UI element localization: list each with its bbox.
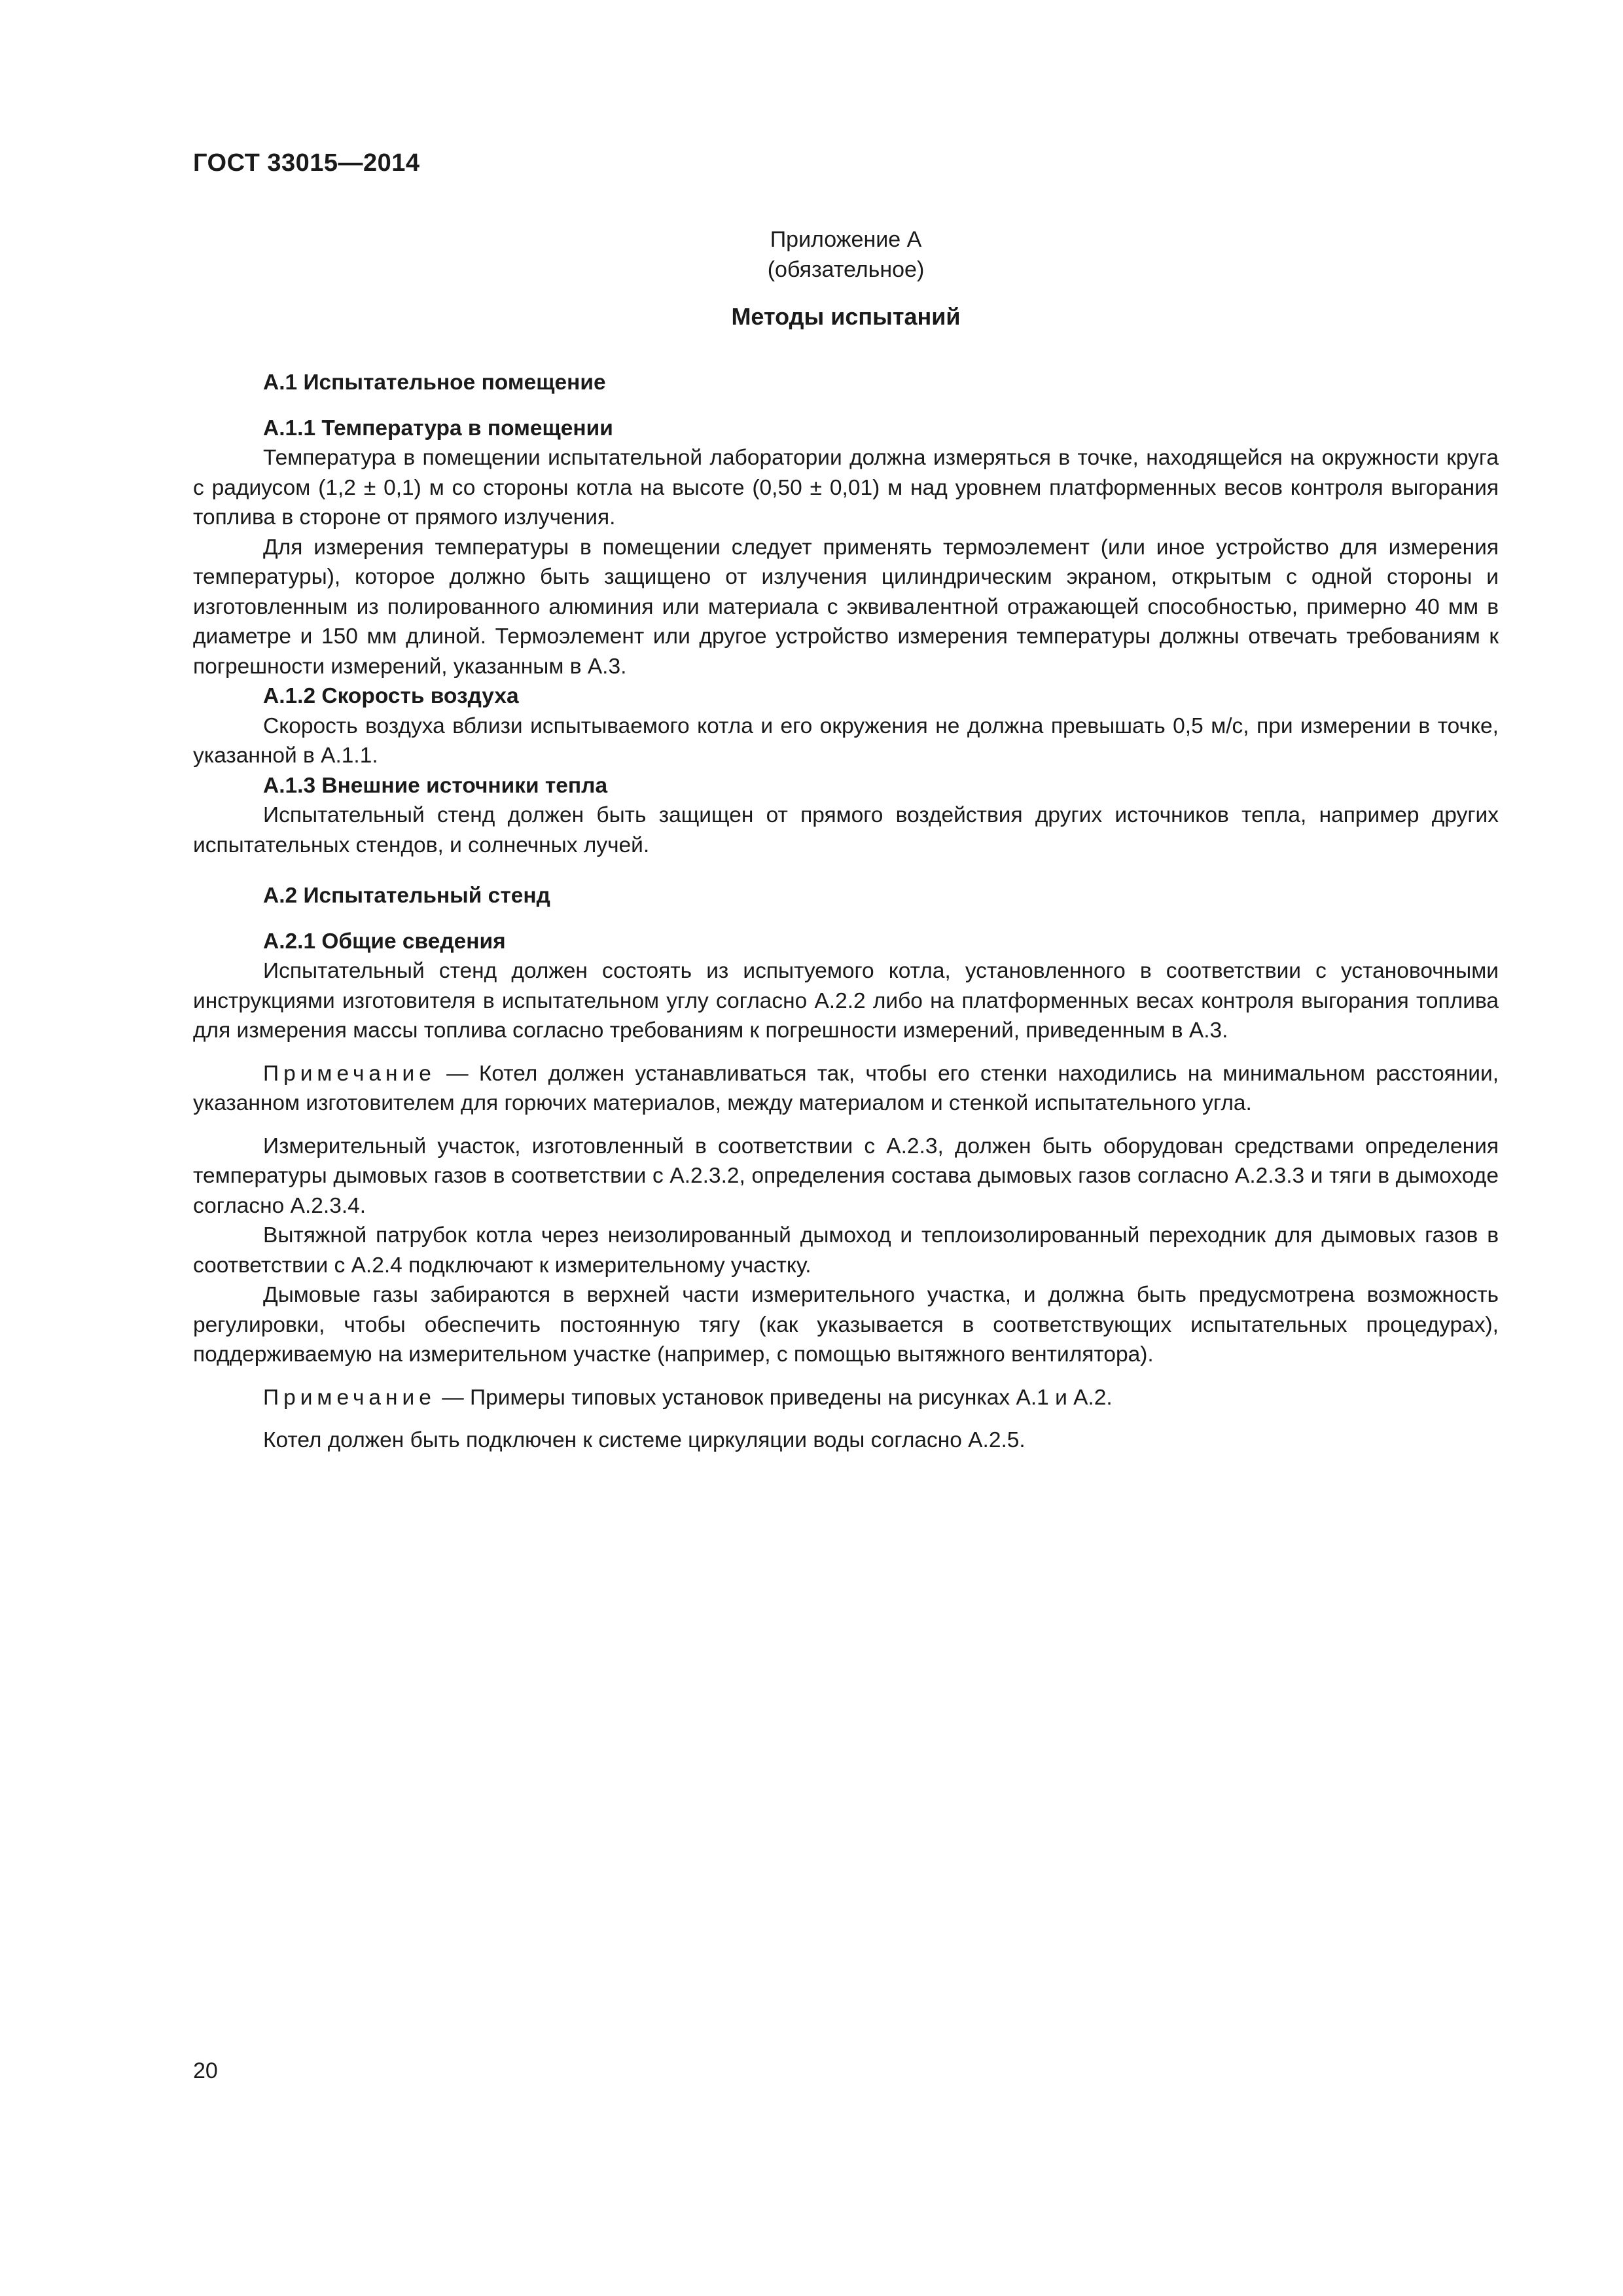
page-number: 20 — [193, 2058, 218, 2083]
section-a13-title: А.1.3 Внешние источники тепла — [263, 773, 608, 798]
paragraph: Испытательный стенд должен состоять из испытуемого котла, установленного в соответствии с установочными инструкциями изготовителя в испытательном углу согласно А.2.2 либо на платформенных весах контроля выгорания топлива для измерения массы топлива согласно требованиям к погрешности измерений, приведенным в А.3. — [193, 959, 1499, 1043]
paragraph: Дымовые газы забираются в верхней части измерительного участка, и должна быть предусмотрена возможность регулировки, чтобы обеспечить постоянную тягу (как указывается в соответствующих испытательных процедурах), поддерживаемую на измерительном участке (например, с помощью вытяжного вентилятора). — [193, 1283, 1499, 1367]
paragraph: Температура в помещении испытательной лаборатории должна измеряться в точке, находящейся на окружности круга с радиусом (1,2 ± 0,1) м со стороны котла на высоте (0,50 ± 0,01) м над уровнем платформенных весов контроля выгорания топлива в стороне от прямого излучения. — [193, 446, 1499, 529]
paragraph: Испытательный стенд должен быть защищен от прямого воздействия других источников тепла, например других испытательных стендов, и солнечных лучей. — [193, 803, 1499, 857]
section-a12-title: А.1.2 Скорость воздуха — [263, 684, 519, 708]
document-body — [193, 368, 1499, 1456]
note-label: Примечание — [263, 1385, 436, 1410]
paragraph: Для измерения температуры в помещении следует применять термоэлемент (или иное устройство для измерения температуры), которое должно быть защищено от излучения цилиндрическим экраном, открытым с одной стороны и изготовленным из полированного алюминия или материала с эквивалентной отражающей способностью, примерно 40 мм в диаметре и 150 мм длиной. Термоэлемент или другое устройство измерения температуры должны отвечать требованиям к погрешности измерений, указанным в А.3. — [193, 535, 1499, 679]
note-text: — Примеры типовых установок приведены на рисунках А.1 и А.2. — [435, 1385, 1113, 1410]
section-a1-title: А.1 Испытательное помещение — [263, 370, 606, 395]
paragraph: Скорость воздуха вблизи испытываемого котла и его окружения не должна превышать 0,5 м/с, при измерении в точке, указанной в А.1.1. — [193, 713, 1499, 768]
paragraph: Измерительный участок, изготовленный в соответствии с А.2.3, должен быть оборудован средствами определения температуры дымовых газов в соответствии с А.2.3.2, определения состава дымовых газов согласно А.2.3.3 и тяги в дымоходе согласно А.2.3.4. — [193, 1134, 1499, 1218]
note-label: Примечание — [263, 1061, 436, 1086]
paragraph: Котел должен быть подключен к системе циркуляции воды согласно А.2.5. — [263, 1428, 1026, 1452]
appendix-title: Приложение А — [770, 227, 922, 252]
note-text: — Котел должен устанавливаться так, чтобы его стенки находились на минимальном расстоянии, указанном изготовителем для горючих материалов, между материалом и стенкой испытательного угла. — [193, 1061, 1499, 1115]
note — [193, 1059, 1499, 1119]
appendix-heading: Методы испытаний — [731, 303, 961, 330]
section-a11-title: А.1.1 Температура в помещении — [263, 416, 613, 440]
section-a2-title: А.2 Испытательный стенд — [263, 884, 550, 908]
paragraph: Вытяжной патрубок котла через неизолированный дымоход и теплоизолированный переходник для дымовых газов в соответствии с А.2.4 подключают к измерительному участку. — [193, 1223, 1499, 1278]
appendix-status: (обязательное) — [767, 257, 925, 282]
section-a21-title: А.2.1 Общие сведения — [263, 929, 506, 954]
document-code: ГОСТ 33015—2014 — [193, 149, 420, 177]
note — [193, 1383, 1499, 1413]
